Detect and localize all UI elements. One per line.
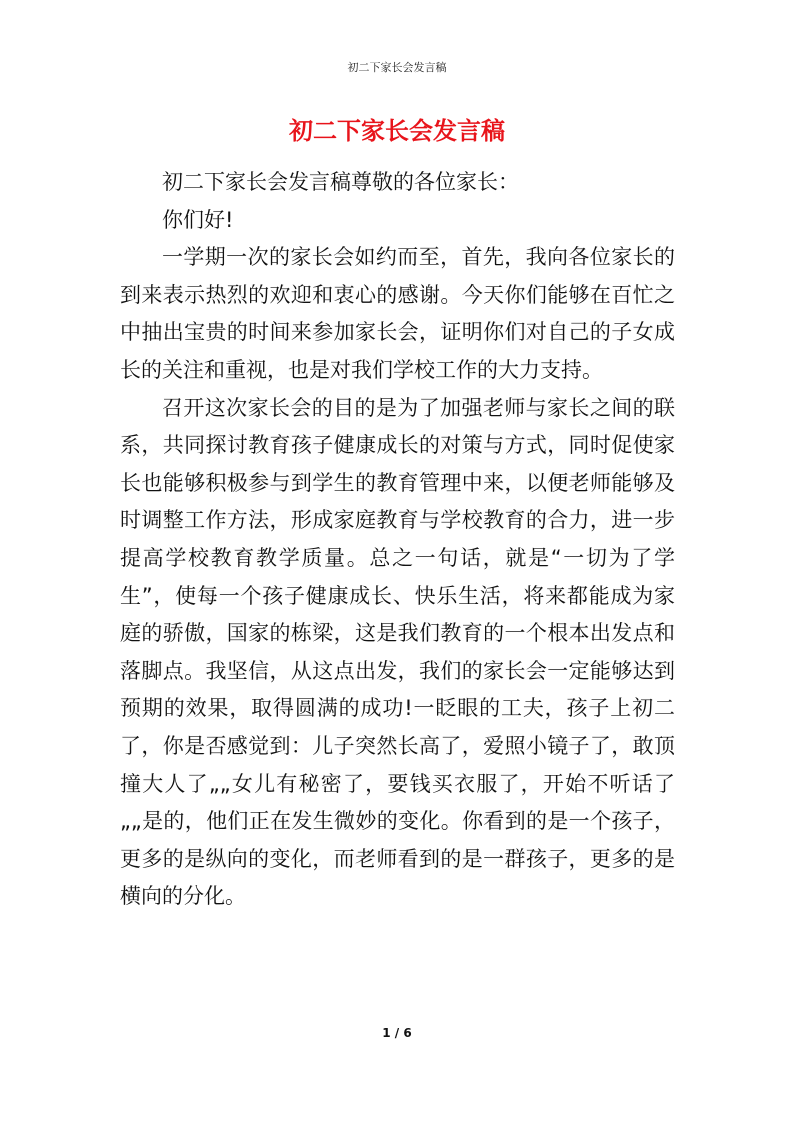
body-paragraph: 召开这次家长会的目的是为了加强老师与家长之间的联系，共同探讨教育孩子健康成长的对策与方式，同时促使家长也能够积极参与到学生的教育管理中来，以便老师能够及时调整工作方法，形成家庭教育与学校教育的合力，进一步提高学校教育教学质量。总之一句话，就是“一切为了学生”，使每一个孩子健康成长、快乐生活，将来都能成为家庭的骄傲，国家的栋梁，这是我们教育的一个根本出发点和落脚点。我坚信，从这点出发，我们的家长会一定能够达到预期的效果，取得圆满的成功!一眨眼的工夫，孩子上初二了，你是否感觉到：儿子突然长高了，爱照小镜子了，敢顶撞大人了„„女儿有秘密了，要钱买衣服了，开始不听话了„„是的，他们正在发生微妙的变化。你看到的是一个孩子，更多的是纵向的变化，而老师看到的是一群孩子，更多的是横向的分化。 (120, 395, 675, 909)
running-header: 初二下家长会发言稿 (347, 61, 447, 74)
page-number: 1 / 6 (382, 1026, 412, 1040)
body-paragraph: 一学期一次的家长会如约而至，首先，我向各位家长的到来表示热烈的欢迎和衷心的感谢。今天你们能够在百忙之中抽出宝贵的时间来参加家长会，证明你们对自己的子女成长的关注和重视，也是对我们学校工作的大力支持。 (120, 245, 675, 382)
document-title: 初二下家长会发言稿 (289, 117, 505, 145)
greeting-paragraph: 你们好! (162, 207, 234, 232)
document-body (120, 164, 675, 916)
salutation-paragraph: 初二下家长会发言稿尊敬的各位家长： (162, 170, 519, 194)
